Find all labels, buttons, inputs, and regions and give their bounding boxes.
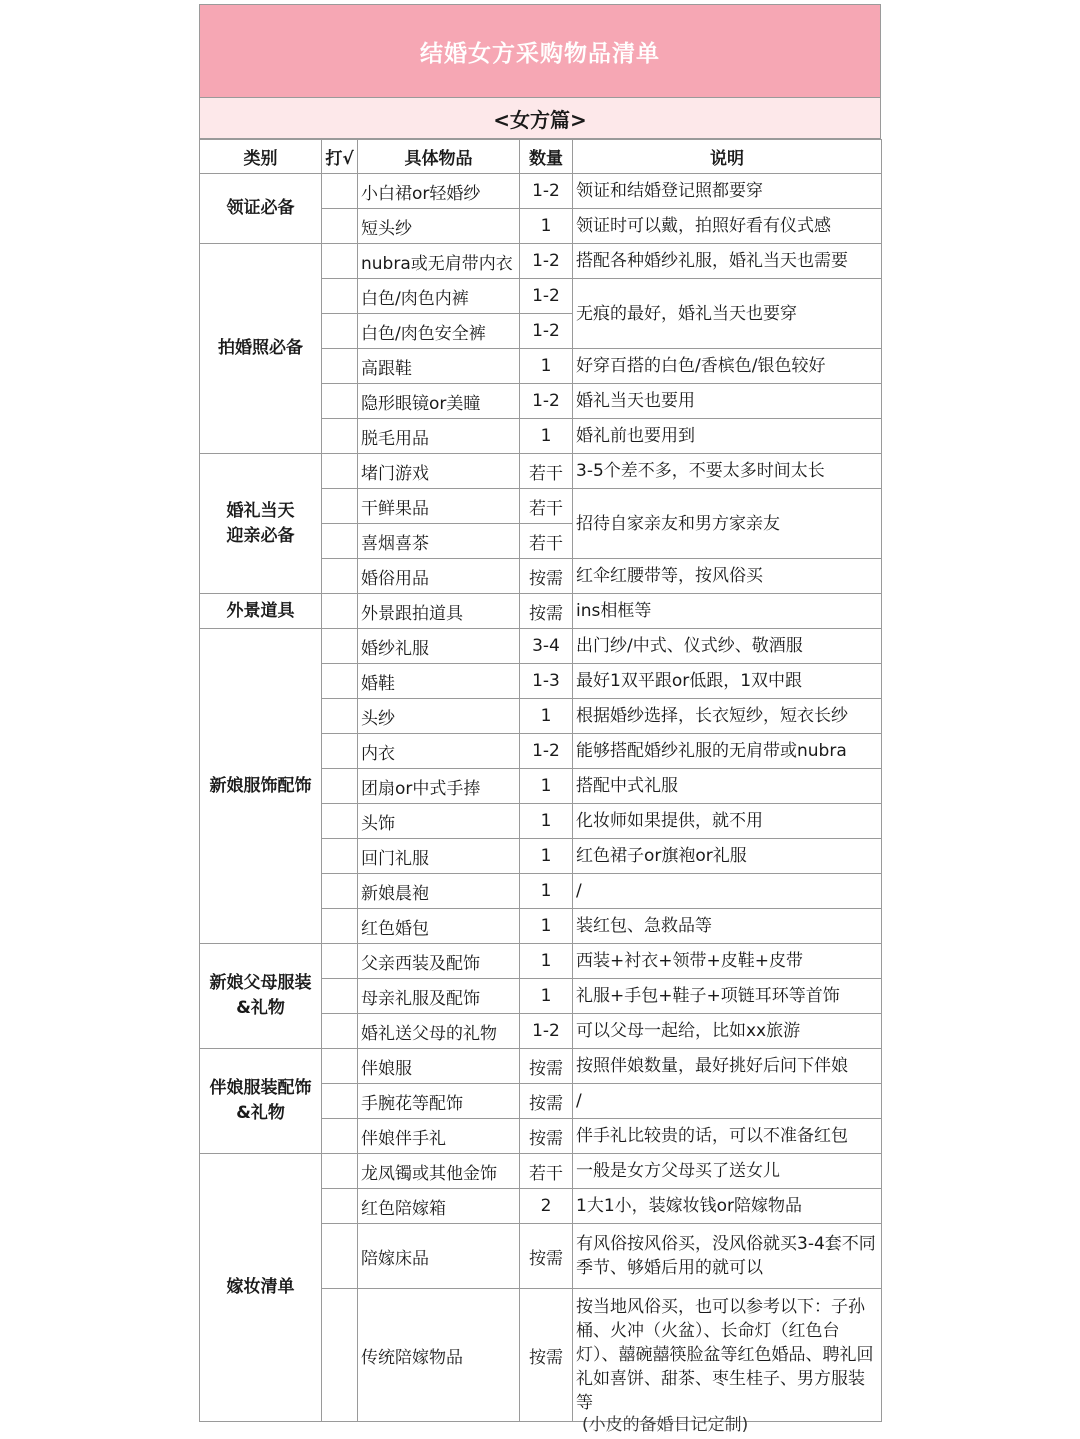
quantity-cell: 若干 [520, 1154, 573, 1189]
item-cell: 婚鞋 [358, 664, 520, 699]
quantity-cell: 1 [520, 769, 573, 804]
header-note: 说明 [573, 140, 882, 174]
check-cell[interactable] [322, 349, 358, 384]
quantity-cell: 1 [520, 804, 573, 839]
note-cell: 按当地风俗买，也可以参考以下：子孙桶、火冲（火盆）、长命灯（红色台灯）、囍碗囍筷脸盆等红色婚品、聘礼回礼如喜饼、甜茶、枣生桂子、男方服装等 [573, 1289, 882, 1422]
item-cell: 短头纱 [358, 209, 520, 244]
quantity-cell: 1-2 [520, 1014, 573, 1049]
footer-credit: (小皮的备婚日记定制) [582, 1415, 749, 1435]
item-cell: 红色陪嫁箱 [358, 1189, 520, 1224]
check-cell[interactable] [322, 1289, 358, 1422]
check-cell[interactable] [322, 1014, 358, 1049]
quantity-cell: 若干 [520, 524, 573, 559]
check-cell[interactable] [322, 419, 358, 454]
quantity-cell: 1-2 [520, 244, 573, 279]
note-cell: 领证和结婚登记照都要穿 [573, 174, 882, 209]
item-cell: 手腕花等配饰 [358, 1084, 520, 1119]
checklist-table [199, 139, 882, 1422]
check-cell[interactable] [322, 524, 358, 559]
item-cell: nubra或无肩带内衣 [358, 244, 520, 279]
item-cell: 头纱 [358, 699, 520, 734]
item-cell: 婚礼送父母的礼物 [358, 1014, 520, 1049]
note-cell: 一般是女方父母买了送女儿 [573, 1154, 882, 1189]
item-cell: 母亲礼服及配饰 [358, 979, 520, 1014]
quantity-cell: 按需 [520, 594, 573, 629]
check-cell[interactable] [322, 454, 358, 489]
item-cell: 婚纱礼服 [358, 629, 520, 664]
table-row [200, 244, 882, 279]
quantity-cell: 1-2 [520, 314, 573, 349]
note-cell: 礼服+手包+鞋子+项链耳环等首饰 [573, 979, 882, 1014]
quantity-cell: 1 [520, 979, 573, 1014]
table-row [200, 454, 882, 489]
item-cell: 伴娘伴手礼 [358, 1119, 520, 1154]
note-cell: 婚礼前也要用到 [573, 419, 882, 454]
quantity-cell: 1-2 [520, 734, 573, 769]
check-cell[interactable] [322, 664, 358, 699]
quantity-cell: 1 [520, 209, 573, 244]
quantity-cell: 1-2 [520, 174, 573, 209]
item-cell: 干鲜果品 [358, 489, 520, 524]
quantity-cell: 1 [520, 839, 573, 874]
quantity-cell: 按需 [520, 559, 573, 594]
quantity-cell: 1-2 [520, 279, 573, 314]
note-cell: ins相框等 [573, 594, 882, 629]
quantity-cell: 1 [520, 419, 573, 454]
item-cell: 传统陪嫁物品 [358, 1289, 520, 1422]
table-row [200, 1154, 882, 1189]
table-row [200, 594, 882, 629]
table-row [200, 629, 882, 664]
check-cell[interactable] [322, 174, 358, 209]
quantity-cell: 1-3 [520, 664, 573, 699]
quantity-cell: 1 [520, 944, 573, 979]
category-cell: 嫁妆清单 [200, 1154, 322, 1422]
page-subtitle: <女方篇> [199, 98, 881, 139]
check-cell[interactable] [322, 839, 358, 874]
check-cell[interactable] [322, 909, 358, 944]
note-cell: 出门纱/中式、仪式纱、敬酒服 [573, 629, 882, 664]
category-cell: 拍婚照必备 [200, 244, 322, 454]
category-cell: 外景道具 [200, 594, 322, 629]
header-item: 具体物品 [358, 140, 520, 174]
item-cell: 团扇or中式手捧 [358, 769, 520, 804]
check-cell[interactable] [322, 979, 358, 1014]
item-cell: 堵门游戏 [358, 454, 520, 489]
quantity-cell: 若干 [520, 454, 573, 489]
check-cell[interactable] [322, 594, 358, 629]
checklist-sheet [199, 4, 881, 1422]
quantity-cell: 按需 [520, 1289, 573, 1422]
item-cell: 外景跟拍道具 [358, 594, 520, 629]
note-cell: 能够搭配婚纱礼服的无肩带或nubra [573, 734, 882, 769]
item-cell: 喜烟喜茶 [358, 524, 520, 559]
check-cell[interactable] [322, 769, 358, 804]
check-cell[interactable] [322, 314, 358, 349]
note-cell: 伴手礼比较贵的话，可以不准备红包 [573, 1119, 882, 1154]
quantity-cell: 按需 [520, 1084, 573, 1119]
note-cell: 西装+衬衣+领带+皮鞋+皮带 [573, 944, 882, 979]
quantity-cell: 3-4 [520, 629, 573, 664]
quantity-cell: 2 [520, 1189, 573, 1224]
quantity-cell: 按需 [520, 1119, 573, 1154]
item-cell: 高跟鞋 [358, 349, 520, 384]
check-cell[interactable] [322, 1154, 358, 1189]
check-cell[interactable] [322, 629, 358, 664]
item-cell: 头饰 [358, 804, 520, 839]
item-cell: 红色婚包 [358, 909, 520, 944]
note-cell: 无痕的最好，婚礼当天也要穿 [573, 279, 882, 349]
quantity-cell: 若干 [520, 489, 573, 524]
note-cell: 装红包、急救品等 [573, 909, 882, 944]
note-cell: 红色裙子or旗袍or礼服 [573, 839, 882, 874]
header-quantity: 数量 [520, 140, 573, 174]
category-cell: 新娘父母服装 &礼物 [200, 944, 322, 1049]
check-cell[interactable] [322, 279, 358, 314]
note-cell: 3-5个差不多，不要太多时间太长 [573, 454, 882, 489]
check-cell[interactable] [322, 1224, 358, 1289]
check-cell[interactable] [322, 1189, 358, 1224]
check-cell[interactable] [322, 699, 358, 734]
table-row [200, 174, 882, 209]
header-category: 类别 [200, 140, 322, 174]
note-cell: 好穿百搭的白色/香槟色/银色较好 [573, 349, 882, 384]
note-cell: 1大1小，装嫁妆钱or陪嫁物品 [573, 1189, 882, 1224]
note-cell: 根据婚纱选择，长衣短纱，短衣长纱 [573, 699, 882, 734]
item-cell: 白色/肉色内裤 [358, 279, 520, 314]
check-cell[interactable] [322, 944, 358, 979]
check-cell[interactable] [322, 489, 358, 524]
note-cell: 最好1双平跟or低跟，1双中跟 [573, 664, 882, 699]
note-cell: 搭配中式礼服 [573, 769, 882, 804]
note-cell: 搭配各种婚纱礼服，婚礼当天也需要 [573, 244, 882, 279]
category-cell: 新娘服饰配饰 [200, 629, 322, 944]
category-cell: 领证必备 [200, 174, 322, 244]
quantity-cell: 1 [520, 909, 573, 944]
category-cell: 婚礼当天 迎亲必备 [200, 454, 322, 594]
check-cell[interactable] [322, 734, 358, 769]
quantity-cell: 1 [520, 699, 573, 734]
item-cell: 脱毛用品 [358, 419, 520, 454]
check-cell[interactable] [322, 804, 358, 839]
check-cell[interactable] [322, 209, 358, 244]
quantity-cell: 1 [520, 349, 573, 384]
category-cell: 伴娘服装配饰 &礼物 [200, 1049, 322, 1154]
item-cell: 回门礼服 [358, 839, 520, 874]
note-cell: 化妆师如果提供，就不用 [573, 804, 882, 839]
table-header-row [200, 140, 882, 174]
item-cell: 陪嫁床品 [358, 1224, 520, 1289]
item-cell: 婚俗用品 [358, 559, 520, 594]
check-cell[interactable] [322, 559, 358, 594]
check-cell[interactable] [322, 1049, 358, 1084]
note-cell: 领证时可以戴，拍照好看有仪式感 [573, 209, 882, 244]
note-cell: 按照伴娘数量，最好挑好后问下伴娘 [573, 1049, 882, 1084]
item-cell: 龙凤镯或其他金饰 [358, 1154, 520, 1189]
check-cell[interactable] [322, 244, 358, 279]
item-cell: 小白裙or轻婚纱 [358, 174, 520, 209]
note-cell: / [573, 874, 882, 909]
note-cell: / [573, 1084, 882, 1119]
check-cell[interactable] [322, 1084, 358, 1119]
note-cell: 招待自家亲友和男方家亲友 [573, 489, 882, 559]
item-cell: 新娘晨袍 [358, 874, 520, 909]
item-cell: 白色/肉色安全裤 [358, 314, 520, 349]
item-cell: 隐形眼镜or美瞳 [358, 384, 520, 419]
item-cell: 内衣 [358, 734, 520, 769]
page-title: 结婚女方采购物品清单 [199, 4, 881, 98]
table-row [200, 1049, 882, 1084]
quantity-cell: 1 [520, 874, 573, 909]
note-cell: 有风俗按风俗买，没风俗就买3-4套不同季节、够婚后用的就可以 [573, 1224, 882, 1289]
check-cell[interactable] [322, 384, 358, 419]
check-cell[interactable] [322, 874, 358, 909]
header-check: 打√ [322, 140, 358, 174]
note-cell: 婚礼当天也要用 [573, 384, 882, 419]
quantity-cell: 按需 [520, 1049, 573, 1084]
item-cell: 父亲西装及配饰 [358, 944, 520, 979]
table-row [200, 944, 882, 979]
note-cell: 红伞红腰带等，按风俗买 [573, 559, 882, 594]
quantity-cell: 1-2 [520, 384, 573, 419]
item-cell: 伴娘服 [358, 1049, 520, 1084]
check-cell[interactable] [322, 1119, 358, 1154]
quantity-cell: 按需 [520, 1224, 573, 1289]
note-cell: 可以父母一起给，比如xx旅游 [573, 1014, 882, 1049]
table-body [200, 174, 882, 1422]
